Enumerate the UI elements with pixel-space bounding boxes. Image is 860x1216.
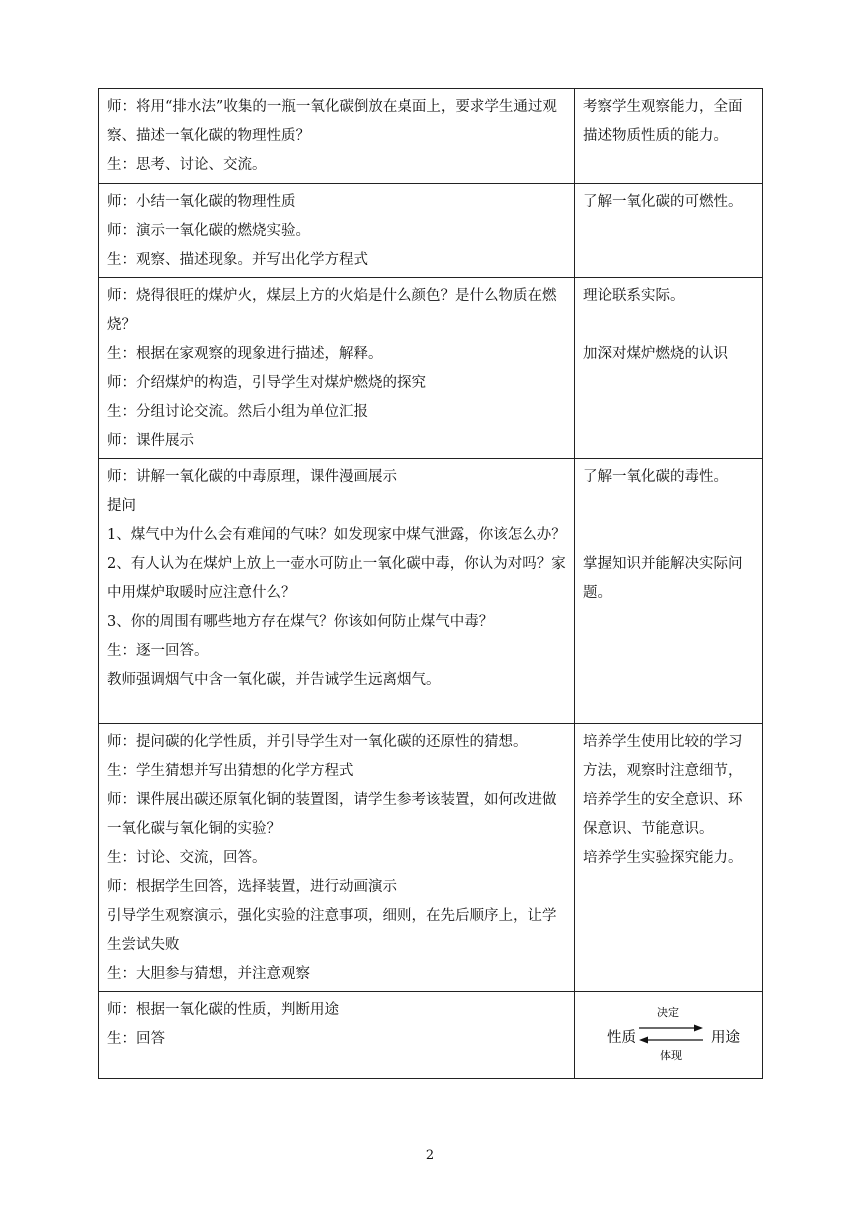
text-line: 培养学生使用比较的学习方法，观察时注意细节，培养学生的安全意识、环保意识、节能意识。 — [583, 734, 743, 837]
table-row — [99, 278, 763, 459]
design-intent-cell — [575, 184, 763, 278]
teaching-process-cell — [99, 184, 575, 278]
diagram-label-bottom: 体现 — [660, 1049, 682, 1062]
text-line: 培养学生实验探究能力。 — [583, 850, 743, 866]
text-line: 生：学生猜想并写出猜想的化学方程式 — [107, 763, 354, 779]
table-row — [99, 992, 763, 1079]
text-line: 生：分组讨论交流。然后小组为单位汇报 — [107, 404, 368, 420]
text-line: 1、煤气中为什么会有难闻的气味？如发现家中煤气泄露，你该怎么办？ — [107, 527, 566, 543]
text-line: 理论联系实际。 — [583, 288, 685, 304]
text-line: 师：课件展示 — [107, 433, 194, 449]
design-intent-cell — [575, 992, 763, 1079]
relationship-diagram — [583, 996, 754, 1076]
text-line: 引导学生观察演示，强化实验的注意事项，细则，在先后顺序上，让学生尝试失败 — [107, 908, 557, 953]
teaching-process-cell — [99, 459, 575, 724]
text-line: 师：根据学生回答，选择装置，进行动画演示 — [107, 879, 397, 895]
text-line: 提问 — [107, 498, 136, 514]
teaching-process-cell — [99, 278, 575, 459]
design-intent-cell — [575, 89, 763, 184]
text-line: 生：逐一回答。 — [107, 643, 209, 659]
lesson-table — [98, 88, 763, 1079]
text-line: 生：根据在家观察的现象进行描述，解释。 — [107, 346, 383, 362]
teaching-process-cell — [99, 992, 575, 1079]
text-line: 师：课件展出碳还原氧化铜的装置图，请学生参考该装置，如何改进做一氧化碳与氧化铜的实验？ — [107, 792, 557, 837]
reflect-arrowhead-icon — [639, 1037, 648, 1044]
text-line: 2、有人认为在煤炉上放上一壶水可防止一氧化碳中毒，你认为对吗？家中用煤炉取暖时应注意什么？ — [107, 556, 566, 601]
text-line: 生：观察、描述现象。并写出化学方程式 — [107, 252, 368, 268]
text-line: 师：介绍煤炉的构造，引导学生对煤炉燃烧的探究 — [107, 375, 426, 391]
text-line: 生：思考、讨论、交流。 — [107, 157, 267, 173]
teaching-process-cell — [99, 724, 575, 992]
text-line: 生：大胆参与猜想，并注意观察 — [107, 966, 310, 982]
diagram-label-right: 用途 — [711, 1030, 740, 1046]
text-line: 3、你的周围有哪些地方存在煤气？你该如何防止煤气中毒？ — [107, 614, 494, 630]
text-line: 师：小结一氧化碳的物理性质 — [107, 194, 296, 210]
text-line: 生：回答 — [107, 1031, 165, 1047]
design-intent-cell — [575, 459, 763, 724]
text-line: 教师强调烟气中含一氧化碳，并告诫学生远离烟气。 — [107, 672, 441, 688]
decide-arrowhead-icon — [694, 1025, 703, 1032]
diagram-label-left: 性质 — [607, 1030, 636, 1046]
text-line: 师：烧得很旺的煤炉火，煤层上方的火焰是什么颜色？是什么物质在燃烧？ — [107, 288, 557, 333]
table-row — [99, 459, 763, 724]
design-intent-cell — [575, 278, 763, 459]
text-line: 了解一氧化碳的毒性。 — [583, 469, 728, 485]
teaching-process-cell — [99, 89, 575, 184]
text-line: 掌握知识并能解决实际问题。 — [583, 556, 743, 601]
text-line: 生：讨论、交流，回答。 — [107, 850, 267, 866]
table-row — [99, 184, 763, 278]
text-line: 师：将用“排水法”收集的一瓶一氧化碳倒放在桌面上，要求学生通过观察、描述一氧化碳的物理性质？ — [107, 99, 557, 144]
text-line: 师：讲解一氧化碳的中毒原理，课件漫画展示 — [107, 469, 397, 485]
text-line: 师：提问碳的化学性质，并引导学生对一氧化碳的还原性的猜想。 — [107, 734, 528, 750]
text-line: 师：演示一氧化碳的燃烧实验。 — [107, 223, 310, 239]
design-intent-cell — [575, 724, 763, 992]
text-line: 师：根据一氧化碳的性质，判断用途 — [107, 1002, 339, 1018]
text-line: 加深对煤炉燃烧的认识 — [583, 346, 728, 362]
text-line: 了解一氧化碳的可燃性。 — [583, 194, 743, 210]
table-row — [99, 724, 763, 992]
text-line: 考察学生观察能力，全面描述物质性质的能力。 — [583, 99, 743, 144]
diagram-label-top: 决定 — [657, 1006, 679, 1019]
table-row — [99, 89, 763, 184]
page-number: 2 — [425, 1148, 435, 1163]
